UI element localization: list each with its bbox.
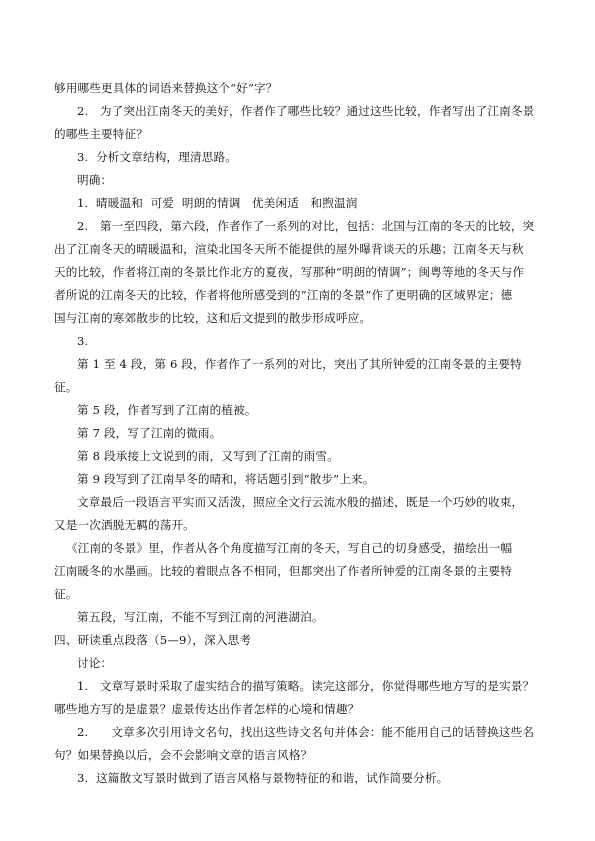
question-2-line: 2. 为了突出江南冬天的美好，作者作了哪些比较？通过这些比较，作者写出了江南冬景: [77, 104, 535, 118]
text-line: 国与江南的寒郊散步的比较，这和后文提到的散步形成呼应。: [54, 311, 372, 325]
text-line: 江南暖冬的水墨画。比较的着眼点各不相同，但都突出了作者所钟爱的江南冬景的主要特: [54, 564, 513, 578]
text-line: 文章最后一段语言平实而又活泼，照应全文行云流水般的描述，既是一个巧妙的收束，: [77, 495, 524, 509]
text-line: 第 7 段，写了江南的微雨。: [77, 426, 222, 440]
text-line: 征。: [54, 380, 78, 394]
text-line: 第 9 段写到了江南旱冬的晴和，将话题引到“散步”上来。: [77, 472, 375, 486]
question-3-line: 3. 分析文章结构，理清思路。: [77, 150, 237, 164]
text-line: 出了江南冬天的晴暖温和，渲染北国冬天所不能提供的屋外曝背谈天的乐趣；江南冬天与秋: [54, 242, 524, 256]
text-line: 第 1 至 4 段，第 6 段，作者作了一系列的对比，突出了其所钟爱的江南冬景的主要特: [77, 357, 522, 371]
text-line: 《江南的冬景》里，作者从各个角度描写江南的冬天，写自己的切身感受，描绘出一幅: [66, 541, 513, 555]
section-heading: 四、研读重点段落（5—9），深入思考: [54, 633, 252, 647]
text-line: 够用哪些更具体的词语来替换这个“好”字？: [54, 81, 278, 95]
text-line: 哪些地方写的是虚景？虚景传达出作者怎样的心境和情趣？: [54, 702, 360, 716]
text-line: 征。: [54, 587, 78, 601]
text-line: 第 8 段承接上文说到的雨，又写到了江南的雨雪。: [77, 449, 339, 463]
text-line: 天的比较，作者将江南的冬景比作北方的夏夜，写那种“明朗的情调”；闽粤等地的冬天与作: [54, 265, 525, 279]
text-line: 者所说的江南冬天的比较，作者将他所感受到的“江南的冬景”作了更明确的区域界定；德: [54, 288, 513, 302]
discussion-3-line: 3. 这篇散文写景时做到了语言风格与景物特征的和谐，试作简要分析。: [77, 771, 449, 785]
answer-1-line: 1. 晴暖温和 可爱 明朗的情调 优美闲适 和煦温润: [77, 196, 358, 210]
text-line: 句？如果替换以后，会不会影响文章的语言风格？: [54, 748, 313, 762]
answer-heading: 明确：: [77, 173, 113, 187]
text-line: 第 5 段，作者写到了江南的植被。: [77, 403, 257, 417]
answer-3-label: 3.: [77, 334, 89, 348]
discussion-2-line: 2. 文章多次引用诗文名句，找出这些诗文名句并体会：能不能用自己的话替换这些名: [77, 725, 535, 739]
answer-2-line: 2. 第一至四段，第六段，作者作了一系列的对比，包括：北国与江南的冬天的比较，突: [77, 219, 535, 233]
discussion-1-line: 1. 文章写景时采取了虚实结合的描写策略。读完这部分，你觉得哪些地方写的是实景？: [77, 679, 535, 693]
text-line: 的哪些主要特征？: [54, 127, 148, 141]
discussion-heading: 讨论：: [77, 656, 113, 670]
text-line: 又是一次洒脱无羁的荡开。: [54, 518, 195, 532]
text-line: 第五段，写江南，不能不写到江南的河港湖泊。: [77, 610, 324, 624]
